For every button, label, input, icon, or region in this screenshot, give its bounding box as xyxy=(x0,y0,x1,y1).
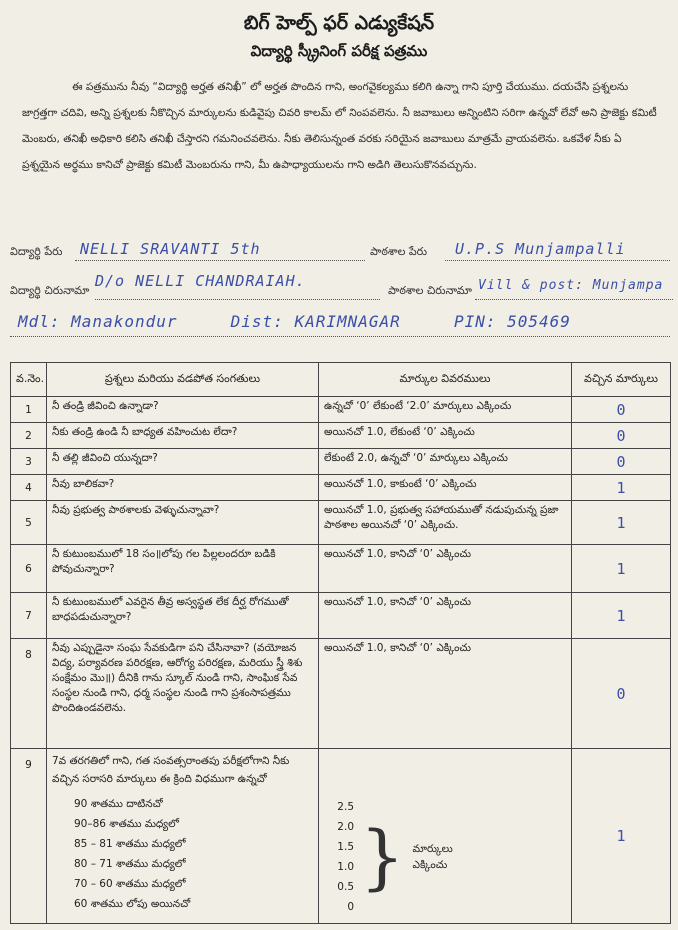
row-number: 6 xyxy=(11,545,47,593)
school-address-label: పాఠశాల చిరునామా xyxy=(388,284,472,297)
row-criteria xyxy=(319,749,572,924)
table-row xyxy=(11,423,671,449)
school-address-value[interactable]: Vill & post: Munjampa xyxy=(478,278,664,293)
row-question: నీకు తండ్రి ఉండి నీ బాధ్యత వహించుట లేదా? xyxy=(47,423,319,449)
row-marks-input[interactable]: 0 xyxy=(572,397,671,423)
table-row xyxy=(11,749,671,924)
school-address-underline xyxy=(475,299,673,300)
table-row xyxy=(11,475,671,501)
row-number: 3 xyxy=(11,449,47,475)
score-value: 1.0 xyxy=(337,861,354,873)
student-address-underline xyxy=(95,299,380,300)
form-title: బిగ్ హెల్ప్ ఫర్ ఎడ్యుకేషన్ xyxy=(243,12,435,34)
row-criteria: ఉన్నచో ‘0’ లేకుంటే ‘2.0’ మార్కులు ఎక్కించు xyxy=(319,397,572,423)
list-item: 70 – 60 శాతము మధ్యలో xyxy=(74,878,186,890)
address-line2-underline xyxy=(10,336,670,337)
score-scale xyxy=(324,797,566,917)
row-number: 7 xyxy=(11,593,47,639)
list-item: 60 శాతము లోపు అయినచో xyxy=(74,898,191,910)
col-header-marks: వచ్చిన మార్కులు xyxy=(572,363,671,397)
row-criteria: అయినచో 1.0, కాకుంటే ‘0’ ఎక్కించు xyxy=(319,475,572,501)
table-row xyxy=(11,545,671,593)
row-criteria: అయినచో 1.0, కానిచో ‘0’ ఎక్కించు xyxy=(319,593,572,639)
score-value: 0 xyxy=(347,901,354,913)
student-name-underline xyxy=(75,260,365,261)
table-row xyxy=(11,639,671,749)
list-item: 85 – 81 శాతము మధ్యలో xyxy=(74,838,186,850)
row-marks-input[interactable]: 1 xyxy=(572,749,671,924)
row-question: నీవు ఎప్పుడైనా సంఘ సేవకుడిగా పని చేసినావా? (వయోజన విద్య, పర్యావరణ పరిరక్షణ, ఆరోగ్య పరిరక్షణ, మరియు స్త్రీ శిశు సంక్షేమం మొ॥) దీనికి గాను స్కూల్ నుండి గాని, సాంఘిక సేవ సంస్థల నుండి గాని, ధర్మ సంస్థల నుండి గాని ప్రశంసాపత్రము పొందిఉండవలెను. xyxy=(47,639,319,749)
form-subtitle: విద్యార్థి స్క్రీనింగ్ పరీక్ష పత్రము xyxy=(250,42,428,60)
row-criteria: లేకుంటే 2.0, ఉన్నచో ‘0’ మార్కులు ఎక్కించు xyxy=(319,449,572,475)
row-number: 2 xyxy=(11,423,47,449)
score-values xyxy=(324,797,354,917)
student-address-value[interactable]: D/o NELLI CHANDRAIAH. xyxy=(95,272,306,290)
table-row xyxy=(11,501,671,545)
school-name-underline xyxy=(445,260,670,261)
row-question: నీ తల్లి జీవించి యున్నదా? xyxy=(47,449,319,475)
row-question: నీ కుటుంబములో ఎవరైన తీవ్ర అస్వస్థత లేక దీర్ఘ రోగముతో బాధపడుచున్నారా? xyxy=(47,593,319,639)
row-marks-input[interactable]: 1 xyxy=(572,475,671,501)
student-name-value[interactable]: NELLI SRAVANTI 5th xyxy=(80,240,261,258)
table-header-row xyxy=(11,363,671,397)
table-row xyxy=(11,593,671,639)
screening-table xyxy=(10,362,671,924)
brace-icon: } xyxy=(360,816,405,898)
row-number: 5 xyxy=(11,501,47,545)
score-value: 0.5 xyxy=(337,881,354,893)
col-header-serial: వ.నెం. xyxy=(11,363,47,397)
table-row xyxy=(11,397,671,423)
student-address-label: విద్యార్థి చిరునామా xyxy=(10,284,90,297)
row-marks-input[interactable]: 0 xyxy=(572,423,671,449)
row-question: నీవు ప్రభుత్వ పాఠశాలకు వెళ్ళుచున్నావా? xyxy=(47,501,319,545)
row-marks-input[interactable]: 0 xyxy=(572,449,671,475)
row-number: 4 xyxy=(11,475,47,501)
scores-label: మార్కులు ఎక్కించు xyxy=(412,843,453,871)
table-row xyxy=(11,449,671,475)
row9-question-text: 7వ తరగతిలో గాని, గత సంవత్సరాంతపు పరీక్షలోగాని నీకు వచ్చిన సరాసరి మార్కులు ఈ క్రింది విధముగా ఉన్నచో xyxy=(52,755,290,785)
col-header-questions: ప్రశ్నలు మరియు వడపోత సంగతులు xyxy=(47,363,319,397)
row-criteria: అయినచో 1.0, కానిచో ‘0’ ఎక్కించు xyxy=(319,639,572,749)
row-question: నీ తండ్రి జీవించి ఉన్నాడా? xyxy=(47,397,319,423)
row-question xyxy=(47,749,319,924)
col-header-criteria: మార్కుల వివరములు xyxy=(319,363,572,397)
list-item: 90–86 శాతము మధ్యలో xyxy=(74,818,179,830)
instructions-paragraph: ఈ పత్రమును నీవు “విద్యార్థి అర్హత తనిఖీ” లో అర్హత పొందిన గాని, అంగవైకల్యము కలిగి ఉన్నా గాని పూర్తి చేయుము. దయచేసి ప్రశ్నలను జాగ్రత్తగా చదివి, అన్ని ప్రశ్నలకు నీకొచ్చిన మార్కులను కుడివైపు చివరి కాలమ్ లో నింపవలెను. నీ జవాబులు అన్నింటిని సరిగా ఉన్నవో లేవో అని ప్రాజెక్టు కమిటీ మెంబరు, తనిఖీ అధికారి కలిసి తనిఖీ చేస్తారని గమనించవలెను. నీకు తెలిసున్నంత వరకు సరియైన జవాబులు మాత్రమే వ్రాయవలెను. ఒకవేళ నీకు ఏ ప్రశ్నయైన అర్థము కానిచో ప్రాజెక్టు కమిటీ మెంబరును గాని, మీ ఉపాధ్యాయులను గాని అడిగి తెలుసుకొనవచ్చును. xyxy=(22,81,657,171)
row-number: 8 xyxy=(11,639,47,749)
row-criteria: అయినచో 1.0, ప్రభుత్వ సహాయముతో నడుపుచున్న ప్రజా పాఠశాల అయినచో ‘0’ ఎక్కించు. xyxy=(319,501,572,545)
school-name-value[interactable]: U.P.S Munjampalli xyxy=(455,240,626,258)
row-marks-input[interactable]: 0 xyxy=(572,639,671,749)
row-question: నీ కుటుంబములో 18 సం॥లోపు గల పిల్లలందరూ బడికి పోవుచున్నారా? xyxy=(47,545,319,593)
row-marks-input[interactable]: 1 xyxy=(572,593,671,639)
row-number: 1 xyxy=(11,397,47,423)
row-criteria: అయినచో 1.0, లేకుంటే ‘0’ ఎక్కించు xyxy=(319,423,572,449)
percentage-ranges-list xyxy=(52,794,313,914)
list-item: 80 – 71 శాతము మధ్యలో xyxy=(74,858,186,870)
row-criteria: అయినచో 1.0, కానిచో ‘0’ ఎక్కించు xyxy=(319,545,572,593)
row-number: 9 xyxy=(11,749,47,924)
row-question: నీవు బాలికవా? xyxy=(47,475,319,501)
address-line2-value[interactable]: Mdl: Manakondur Dist: KARIMNAGAR PIN: 505469 xyxy=(18,312,571,331)
student-name-label: విద్యార్థి పేరు xyxy=(10,245,63,258)
score-value: 2.0 xyxy=(337,821,354,833)
row-marks-input[interactable]: 1 xyxy=(572,501,671,545)
list-item: 90 శాతము దాటినచో xyxy=(74,798,163,810)
score-value: 1.5 xyxy=(337,841,354,853)
school-name-label: పాఠశాల పేరు xyxy=(370,245,428,258)
score-value: 2.5 xyxy=(337,801,354,813)
row-marks-input[interactable]: 1 xyxy=(572,545,671,593)
